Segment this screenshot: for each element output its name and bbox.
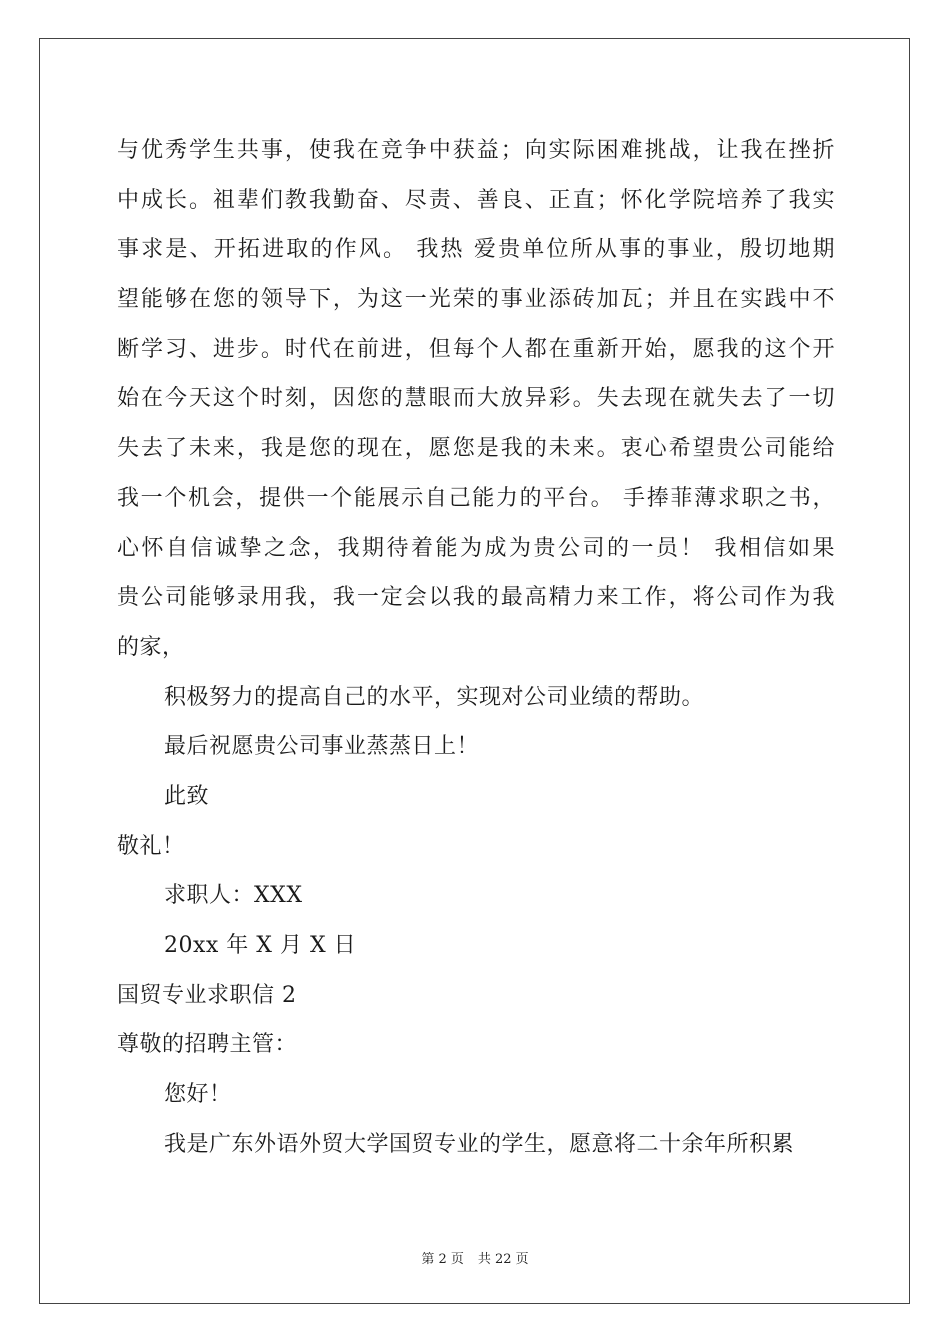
- greeting: 您好！: [164, 1082, 232, 1108]
- letter-body: [117, 126, 837, 1169]
- paragraph-line: 心怀自信诚挚之念，我期待着能为成为贵公司的一员！ 我相信如果: [117, 535, 835, 561]
- improve-line: 积极努力的提高自己的水平，实现对公司业绩的帮助。: [164, 684, 705, 710]
- intro-line: 我是广东外语外贸大学国贸专业的学生，愿意将二十余年所积累: [164, 1131, 795, 1157]
- paragraph-line: 断学习、进步。时代在前进，但每个人都在重新开始，愿我的这个开: [117, 336, 835, 362]
- section-title: 国贸专业求职信 2: [117, 982, 297, 1008]
- paragraph-last-line: 的家，: [117, 634, 185, 660]
- page-total: 共 22 页: [477, 1252, 529, 1267]
- closing-cizhi: 此致: [164, 783, 210, 809]
- applicant-signature: 求职人：XXX: [164, 883, 303, 909]
- paragraph-line: 事求是、开拓进取的作风。 我热 爱贵单位所从事的事业，殷切地期: [117, 237, 835, 263]
- paragraph-line: 望能够在您的领导下，为这一光荣的事业添砖加瓦；并且在实践中不: [117, 287, 835, 313]
- paragraph-line: 失去了未来，我是您的现在，愿您是我的未来。衷心希望贵公司能给: [117, 436, 835, 462]
- page-number: 第 2 页: [421, 1252, 464, 1267]
- salutation: 尊敬的招聘主管：: [117, 1032, 298, 1058]
- paragraph-line: 始在今天这个时刻，因您的慧眼而大放异彩。失去现在就失去了一切: [117, 386, 835, 412]
- letter-date: 20xx 年 X 月 X 日: [164, 933, 357, 958]
- paragraph-line: 贵公司能够录用我，我一定会以我的最高精力来工作，将公司作为我: [117, 585, 835, 611]
- paragraph-line: 我一个机会，提供一个能展示自己能力的平台。 手捧菲薄求职之书，: [117, 485, 835, 511]
- closing-jingli: 敬礼！: [117, 833, 185, 859]
- page-footer: [0, 1248, 950, 1267]
- wish-line: 最后祝愿贵公司事业蒸蒸日上！: [164, 734, 480, 760]
- paragraph-line: 与优秀学生共事，使我在竞争中获益；向实际困难挑战，让我在挫折: [117, 138, 835, 163]
- paragraph-line: 中成长。祖辈们教我勤奋、尽责、善良、正直；怀化学院培养了我实: [117, 187, 835, 213]
